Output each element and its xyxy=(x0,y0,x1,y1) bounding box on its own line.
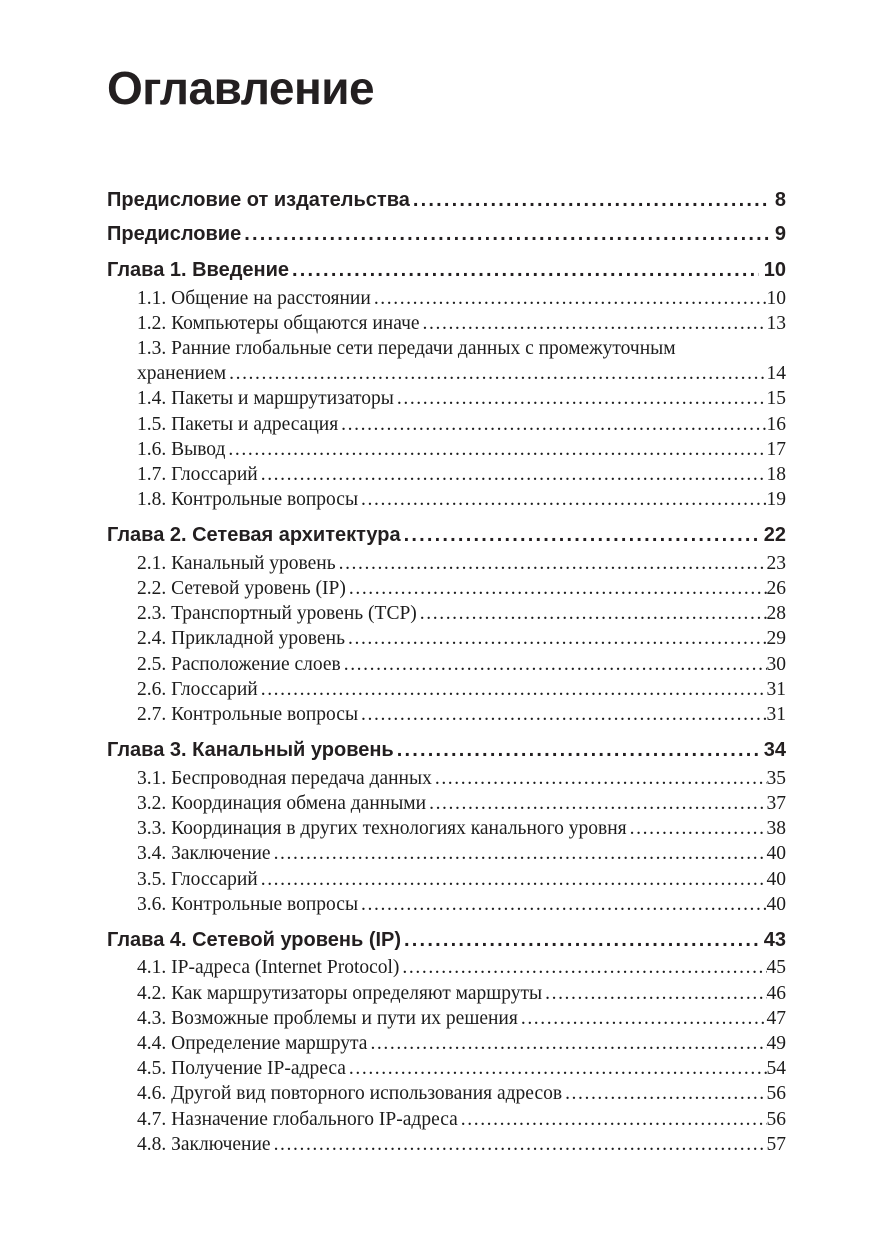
leader-dots xyxy=(341,412,766,437)
toc-entry-label: 1.2. Компьютеры общаются иначе xyxy=(137,312,420,334)
page-number: 54 xyxy=(766,1058,786,1080)
toc-entry-label: 2.3. Транспортный уровень (TCP) xyxy=(137,603,417,625)
page-number: 10 xyxy=(766,287,786,309)
leader-dots xyxy=(261,462,767,487)
toc-entry-label: 2.5. Расположение слоев xyxy=(137,653,341,675)
toc-entry-label: 4.4. Определение маршрута xyxy=(137,1033,368,1055)
toc-entry xyxy=(107,386,786,411)
leader-dots xyxy=(361,892,766,917)
toc-entry xyxy=(107,867,786,892)
toc-entry xyxy=(107,336,786,361)
leader-dots xyxy=(349,576,767,601)
page-number: 56 xyxy=(766,1083,786,1105)
page-number: 37 xyxy=(766,792,786,814)
page-number: 31 xyxy=(766,678,786,700)
page-number: 40 xyxy=(766,893,786,915)
page-title: Оглавление xyxy=(107,62,375,114)
toc-entry-label: 4.8. Заключение xyxy=(137,1133,271,1155)
leader-dots xyxy=(229,361,766,386)
toc-entry-label: 2.7. Контрольные вопросы xyxy=(137,704,359,726)
toc-entry-label: 1.5. Пакеты и адресация xyxy=(137,413,339,435)
leader-dots xyxy=(244,222,770,248)
toc-entry-label: 1.1. Общение на расстоянии xyxy=(137,287,371,309)
toc-entry-label: Глава 4. Сетевой уровень (IP) xyxy=(107,928,402,951)
leader-dots xyxy=(404,523,759,549)
leader-dots xyxy=(404,928,759,954)
toc-entry xyxy=(107,462,786,487)
toc-entry-label: 3.2. Координация обмена данными xyxy=(137,792,427,814)
toc-entry xyxy=(107,1132,786,1157)
toc-entry-label: 3.3. Координация в других технологиях канального уровня xyxy=(137,818,627,840)
page-number: 28 xyxy=(766,603,786,625)
leader-dots xyxy=(402,955,766,980)
toc-entry-label: 3.6. Контрольные вопросы xyxy=(137,893,359,915)
toc-entry-label: 3.4. Заключение xyxy=(137,843,271,865)
toc-entry xyxy=(107,677,786,702)
toc-entry-label: 2.6. Глоссарий xyxy=(137,678,258,700)
leader-dots xyxy=(261,677,767,702)
toc-entry xyxy=(107,188,786,214)
toc-entry-label: Предисловие xyxy=(107,222,242,245)
page-number: 23 xyxy=(766,552,786,574)
toc-entry xyxy=(107,551,786,576)
toc-entry xyxy=(107,766,786,791)
page-number: 49 xyxy=(766,1033,786,1055)
toc-entry xyxy=(107,928,786,954)
toc-entry-label: 1.3. Ранние глобальные сети передачи данных с промежуточным xyxy=(137,337,676,359)
page-number: 18 xyxy=(766,463,786,485)
toc-entry-label: 4.6. Другой вид повторного использования адресов xyxy=(137,1083,563,1105)
toc-entry xyxy=(107,955,786,980)
leader-dots xyxy=(361,702,766,727)
toc-entry-label: 1.8. Контрольные вопросы xyxy=(137,489,359,511)
leader-dots xyxy=(565,1081,766,1106)
page-number: 19 xyxy=(766,489,786,511)
page-number: 29 xyxy=(766,628,786,650)
page-number: 40 xyxy=(766,868,786,890)
toc-entry-label: Глава 2. Сетевая архитектура xyxy=(107,524,401,547)
toc-entry xyxy=(107,258,786,284)
toc-entry xyxy=(107,286,786,311)
toc-entry-label: 4.7. Назначение глобального IP-адреса xyxy=(137,1108,458,1130)
page-number: 17 xyxy=(766,438,786,460)
toc-entry-label: Глава 1. Введение xyxy=(107,259,290,281)
toc-entry xyxy=(107,523,786,549)
toc-entry-label: 4.1. IP-адреса (Internet Protocol) xyxy=(137,957,400,979)
toc-entry-label: 2.2. Сетевой уровень (IP) xyxy=(137,578,346,600)
toc-entry xyxy=(107,791,786,816)
leader-dots xyxy=(545,981,766,1006)
page-number: 45 xyxy=(766,957,786,979)
page-number: 31 xyxy=(766,704,786,726)
toc-entry xyxy=(107,1107,786,1132)
leader-dots xyxy=(339,551,767,576)
leader-dots xyxy=(292,258,759,284)
toc-entry xyxy=(107,892,786,917)
toc-entry-label: 1.7. Глоссарий xyxy=(137,463,258,485)
toc-entry xyxy=(107,361,786,386)
toc-entry-label: 4.5. Получение IP-адреса xyxy=(137,1058,346,1080)
page-number: 35 xyxy=(766,767,786,789)
leader-dots xyxy=(361,487,766,512)
toc-entry-label: 1.4. Пакеты и маршрутизаторы xyxy=(137,388,394,410)
page-number: 30 xyxy=(766,653,786,675)
page-number: 43 xyxy=(763,928,786,951)
page-number: 34 xyxy=(763,739,786,762)
toc-entry-label: 3.1. Беспроводная передача данных xyxy=(137,767,432,789)
toc-entry xyxy=(107,601,786,626)
toc-entry xyxy=(107,626,786,651)
leader-dots xyxy=(420,601,767,626)
leader-dots xyxy=(423,311,767,336)
leader-dots xyxy=(435,766,767,791)
toc-entry xyxy=(107,816,786,841)
toc-entry xyxy=(107,652,786,677)
toc-entry xyxy=(107,576,786,601)
page-number: 16 xyxy=(766,413,786,435)
page-number: 14 xyxy=(766,363,786,385)
page-number: 47 xyxy=(766,1007,786,1029)
page-number: 22 xyxy=(763,524,786,547)
page-number: 40 xyxy=(766,843,786,865)
toc-entry-label: 2.1. Канальный уровень xyxy=(137,552,336,574)
toc-entry xyxy=(107,311,786,336)
page-number: 10 xyxy=(763,259,786,281)
page-number: 57 xyxy=(766,1133,786,1155)
toc-entry xyxy=(107,412,786,437)
page-number: 13 xyxy=(766,312,786,334)
leader-dots xyxy=(429,791,766,816)
toc-entry xyxy=(107,222,786,248)
leader-dots xyxy=(374,286,767,311)
leader-dots xyxy=(349,1056,767,1081)
toc-entry xyxy=(107,738,786,764)
table-of-contents xyxy=(107,188,786,1157)
toc-entry-label: Предисловие от издательства xyxy=(107,189,410,211)
leader-dots xyxy=(630,816,767,841)
leader-dots xyxy=(397,738,759,764)
toc-entry xyxy=(107,1031,786,1056)
page-number: 15 xyxy=(766,388,786,410)
toc-entry-label: Глава 3. Канальный уровень xyxy=(107,739,394,762)
page-number: 46 xyxy=(766,982,786,1004)
toc-entry-label: 3.5. Глоссарий xyxy=(137,868,258,890)
leader-dots xyxy=(261,867,767,892)
leader-dots xyxy=(397,386,767,411)
toc-entry xyxy=(107,981,786,1006)
toc-entry xyxy=(107,437,786,462)
leader-dots xyxy=(413,188,770,214)
page-number: 26 xyxy=(766,578,786,600)
toc-entry-label: 4.3. Возможные проблемы и пути их решения xyxy=(137,1007,518,1029)
toc-entry xyxy=(107,1081,786,1106)
leader-dots xyxy=(228,437,766,462)
toc-entry-label: 1.6. Вывод xyxy=(137,438,226,460)
page-number: 56 xyxy=(766,1108,786,1130)
toc-entry-label: хранением xyxy=(137,363,227,385)
toc-entry xyxy=(107,841,786,866)
toc-entry xyxy=(107,702,786,727)
leader-dots xyxy=(344,652,767,677)
leader-dots xyxy=(348,626,767,651)
toc-entry xyxy=(107,1006,786,1031)
leader-dots xyxy=(461,1107,767,1132)
page-number: 9 xyxy=(774,222,786,245)
page-number: 8 xyxy=(774,189,786,211)
toc-entry-label: 4.2. Как маршрутизаторы определяют маршруты xyxy=(137,982,543,1004)
toc-entry-label: 2.4. Прикладной уровень xyxy=(137,628,345,650)
leader-dots xyxy=(274,841,767,866)
toc-entry xyxy=(107,487,786,512)
leader-dots xyxy=(274,1132,767,1157)
toc-entry xyxy=(107,1056,786,1081)
page-number: 38 xyxy=(766,818,786,840)
leader-dots xyxy=(370,1031,766,1056)
leader-dots xyxy=(521,1006,767,1031)
